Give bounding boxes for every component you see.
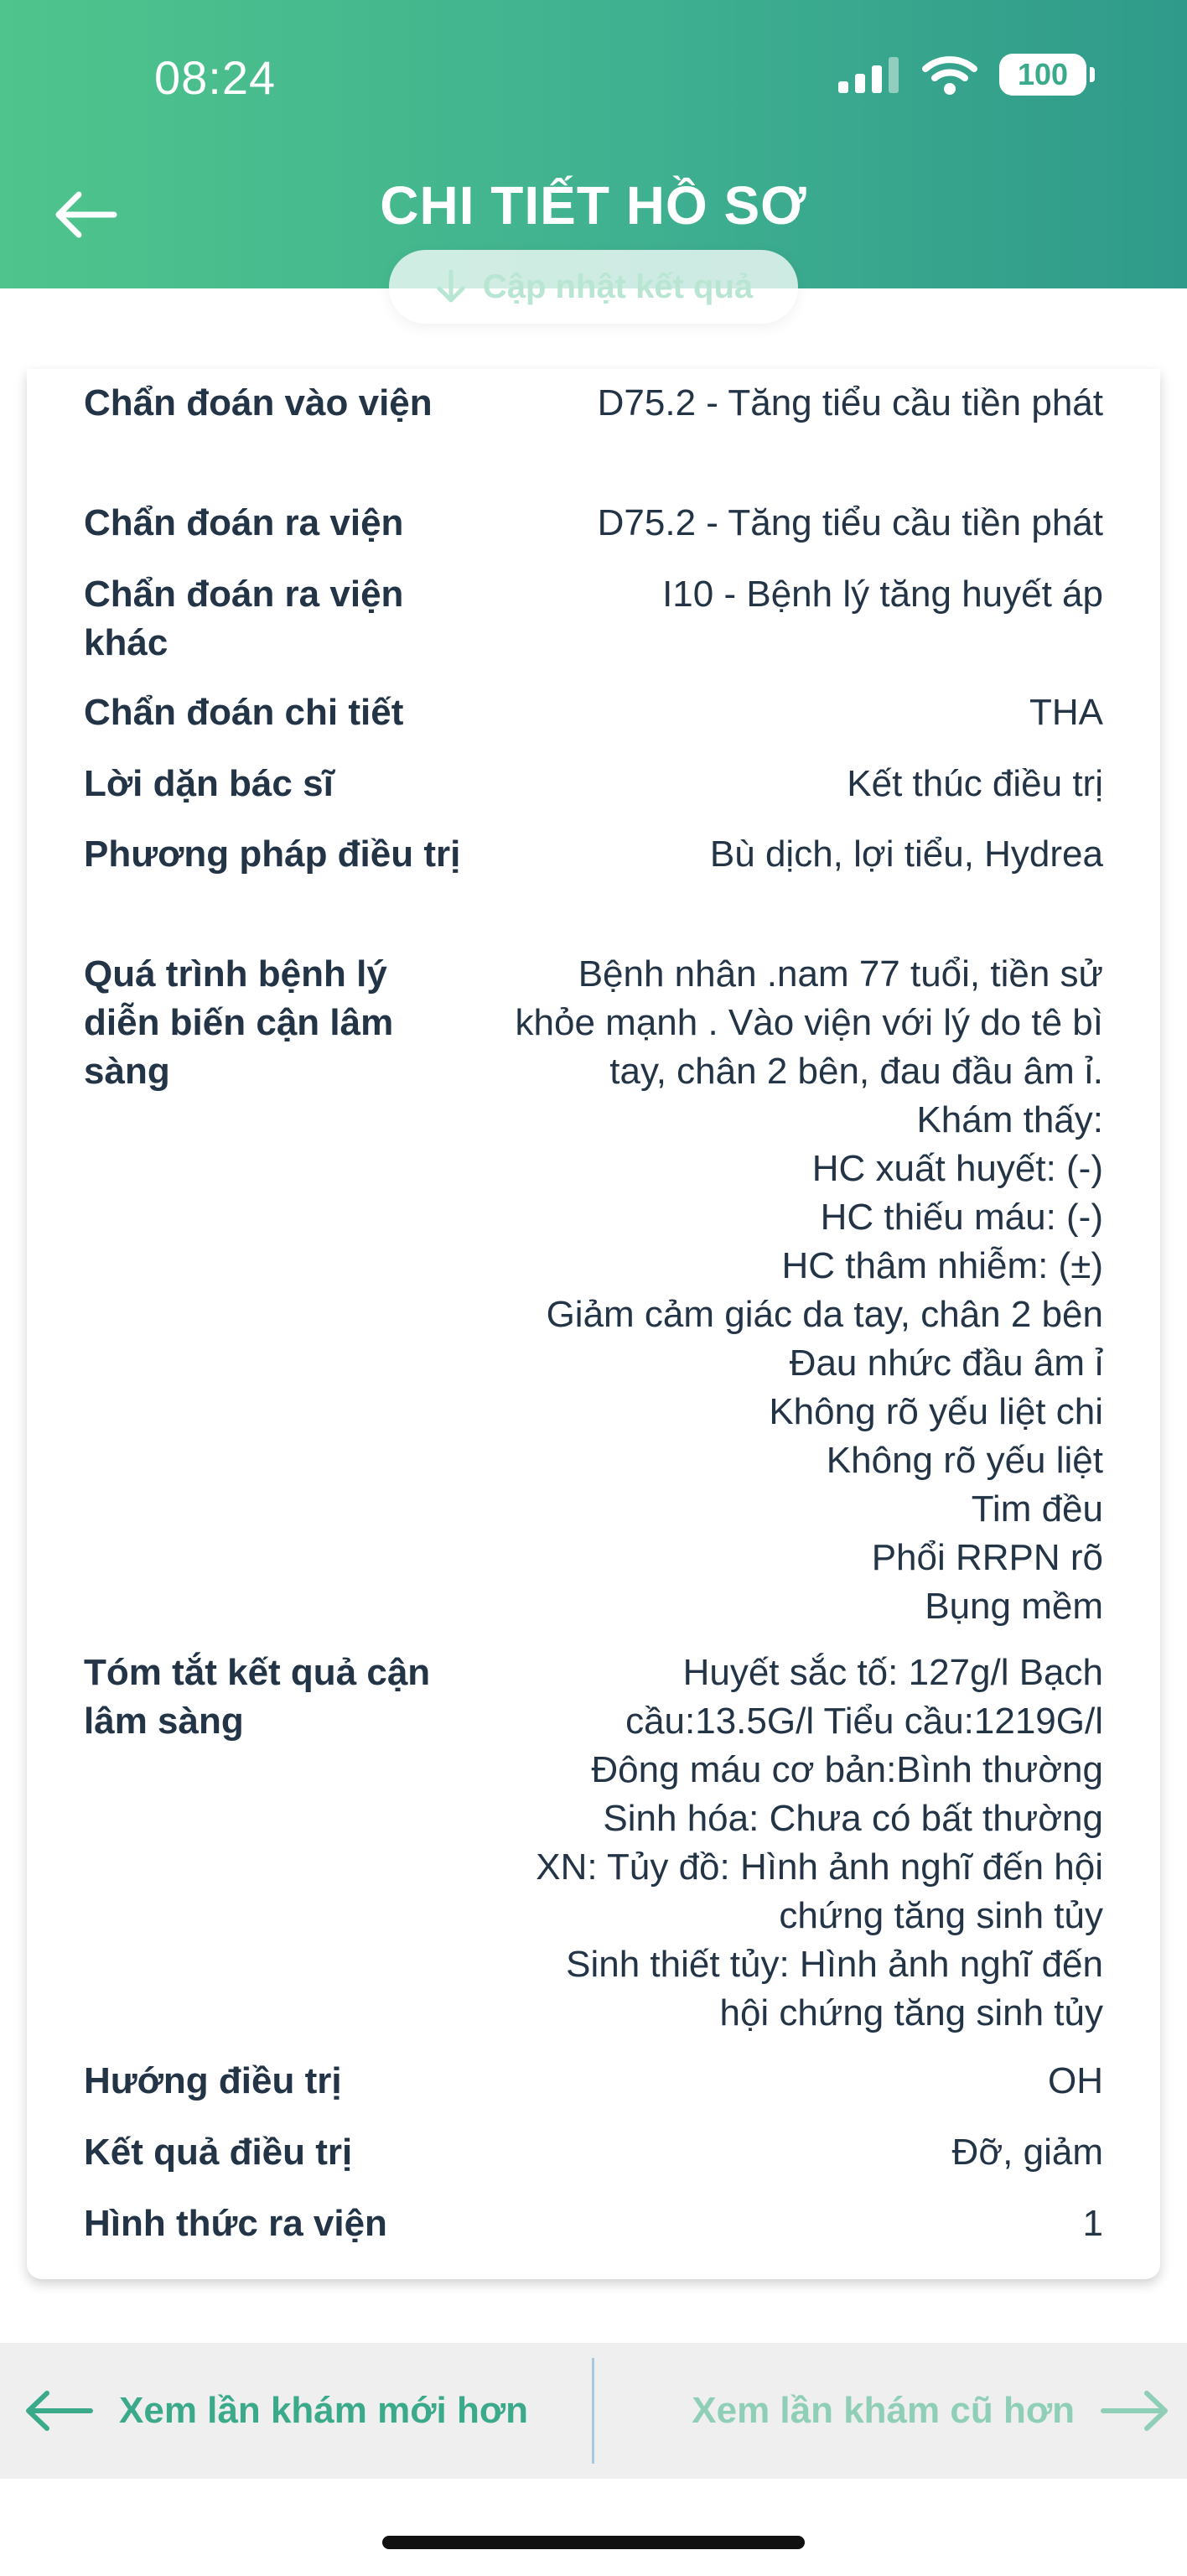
arrow-down-icon — [434, 268, 468, 305]
arrow-right-icon — [1100, 2390, 1170, 2432]
update-result-button[interactable] — [389, 250, 798, 324]
detail-label: Hướng điều trị — [84, 2060, 342, 2101]
detail-label: Tóm tắt kết quả cận lâm sàng — [84, 1652, 431, 1742]
view-newer-visit-button[interactable] — [23, 2343, 528, 2479]
status-icons — [837, 54, 1086, 96]
detail-value: THA — [1029, 692, 1103, 733]
detail-label: Quá trình bệnh lý diễn biến cận lâm sàng — [84, 953, 394, 1092]
record-detail-card — [27, 369, 1160, 2279]
detail-label: Chẩn đoán ra viện khác — [84, 574, 404, 663]
detail-value: Huyết sắc tố: 127g/l Bạch cầu:13.5G/l Tiểu cầu:1219G/l Đông máu cơ bản:Bình thường Sinh hóa: Chưa có bất thường XN: Tủy đồ: Hình ảnh nghĩ đến hội chứng tăng sinh tủy Sinh thiết tủy: Hình ảnh nghĩ đến hội chứng tăng sinh tủy — [536, 1652, 1103, 2033]
view-newer-visit-label: Xem lần khám mới hơn — [119, 2390, 529, 2431]
wifi-icon — [922, 54, 977, 96]
detail-value: Kết thúc điều trị — [847, 763, 1103, 804]
detail-label: Chẩn đoán chi tiết — [84, 692, 404, 733]
detail-label: Chẩn đoán ra viện — [84, 502, 404, 543]
update-result-label: Cập nhật kết quả — [482, 267, 754, 305]
detail-value: D75.2 - Tăng tiểu cầu tiền phát — [597, 382, 1103, 423]
detail-value: D75.2 - Tăng tiểu cầu tiền phát — [597, 502, 1103, 543]
status-time: 08:24 — [154, 51, 277, 104]
page-title: CHI TIẾT HỒ SƠ — [380, 175, 807, 236]
app-header — [0, 0, 1187, 288]
detail-value: Đỡ, giảm — [951, 2132, 1103, 2173]
arrow-left-icon — [23, 2390, 94, 2432]
detail-label: Kết quả điều trị — [84, 2132, 353, 2173]
home-indicator — [382, 2536, 805, 2549]
view-older-visit-label: Xem lần khám cũ hơn — [692, 2390, 1075, 2431]
detail-label: Chẩn đoán vào viện — [84, 382, 433, 423]
detail-label: Phương pháp điều trị — [84, 834, 461, 875]
signal-icon — [837, 56, 900, 93]
nav-divider — [592, 2358, 594, 2464]
detail-value: 1 — [1082, 2203, 1103, 2244]
detail-label: Hình thức ra viện — [84, 2203, 387, 2244]
battery-icon: 100 — [999, 54, 1086, 96]
view-older-visit-button[interactable] — [692, 2343, 1170, 2479]
bottom-navigation — [0, 2343, 1187, 2479]
detail-value: Bệnh nhân .nam 77 tuổi, tiền sử khỏe mạnh . Vào viện với lý do tê bì tay, chân 2 bên, đau đầu âm ỉ. Khám thấy: HC xuất huyết: (-) HC thiếu máu: (-) HC thâm nhiễm: (±) Giảm cảm giác da tay, chân 2 bên Đau nhức đầu âm ỉ Không rõ yếu liệt chi Không rõ yếu liệt Tim đều Phổi RRPN rõ Bụng mềm — [515, 953, 1103, 1627]
detail-value: I10 - Bệnh lý tăng huyết áp — [662, 574, 1103, 615]
detail-value: OH — [1048, 2060, 1103, 2101]
detail-value: Bù dịch, lợi tiểu, Hydrea — [709, 834, 1103, 875]
detail-label: Lời dặn bác sĩ — [84, 763, 334, 804]
